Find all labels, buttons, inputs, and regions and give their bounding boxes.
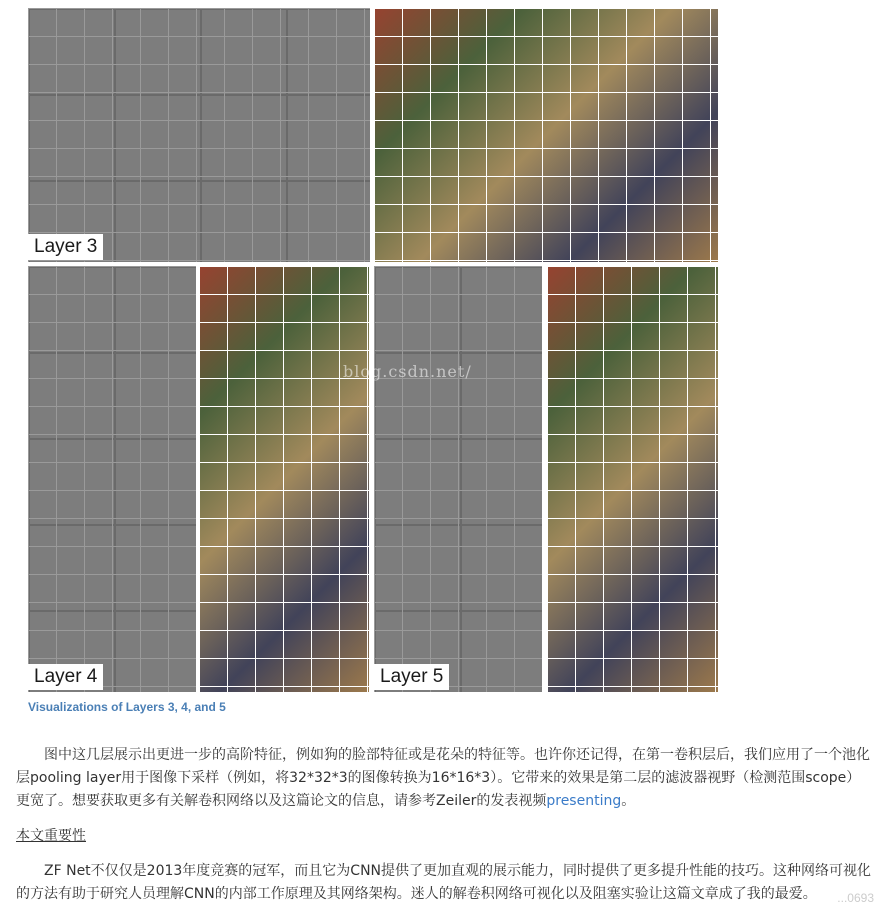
paragraph-1-text: 图中这几层展示出更进一步的高阶特征，例如狗的脸部特征或是花朵的特征等。也许你还记得，在第一卷积层后，我们应用了一个池化层pooling layer用于图像下采样（例如，将32*32*3的图像转换为16*16*3）。它带来的效果是第二层的滤波器视野（检测范围scope）更宽了。想要获取更多有关解卷积网络以及这篇论文的信息，请参考Zeiler的发表视频	[16, 747, 870, 809]
layer4-label: Layer 4	[28, 664, 103, 690]
watermark: blog.csdn.net/	[343, 362, 472, 381]
corner-watermark: ...0693	[837, 891, 874, 905]
paragraph-2	[16, 860, 874, 906]
layer3-label: Layer 3	[28, 234, 103, 260]
layer3-patches	[374, 8, 718, 262]
visualization-figure	[28, 8, 718, 692]
layer4-patches	[199, 266, 369, 692]
layer5-patches	[547, 266, 718, 692]
layer3-filters	[28, 8, 370, 262]
paragraph-1-end: 。	[621, 793, 636, 809]
layer5-filters	[374, 266, 542, 692]
layer4-filters	[28, 266, 196, 692]
figure-caption: Visualizations of Layers 3, 4, and 5	[28, 700, 226, 714]
paragraph-1	[16, 744, 874, 813]
layer5-label: Layer 5	[374, 664, 449, 690]
presenting-link[interactable]: presenting	[546, 793, 622, 809]
section-heading: 本文重要性	[16, 828, 86, 844]
paragraph-2-text: ZF Net不仅仅是2013年度竞赛的冠军，而且它为CNN提供了更加直观的展示能力，同时提供了更多提升性能的技巧。这种网络可视化的方法有助于研究人员理解CNN的内部工作原理及其网络架构。迷人的解卷积网络可视化以及阻塞实验让这篇文章成了我的最爱。	[16, 863, 872, 902]
